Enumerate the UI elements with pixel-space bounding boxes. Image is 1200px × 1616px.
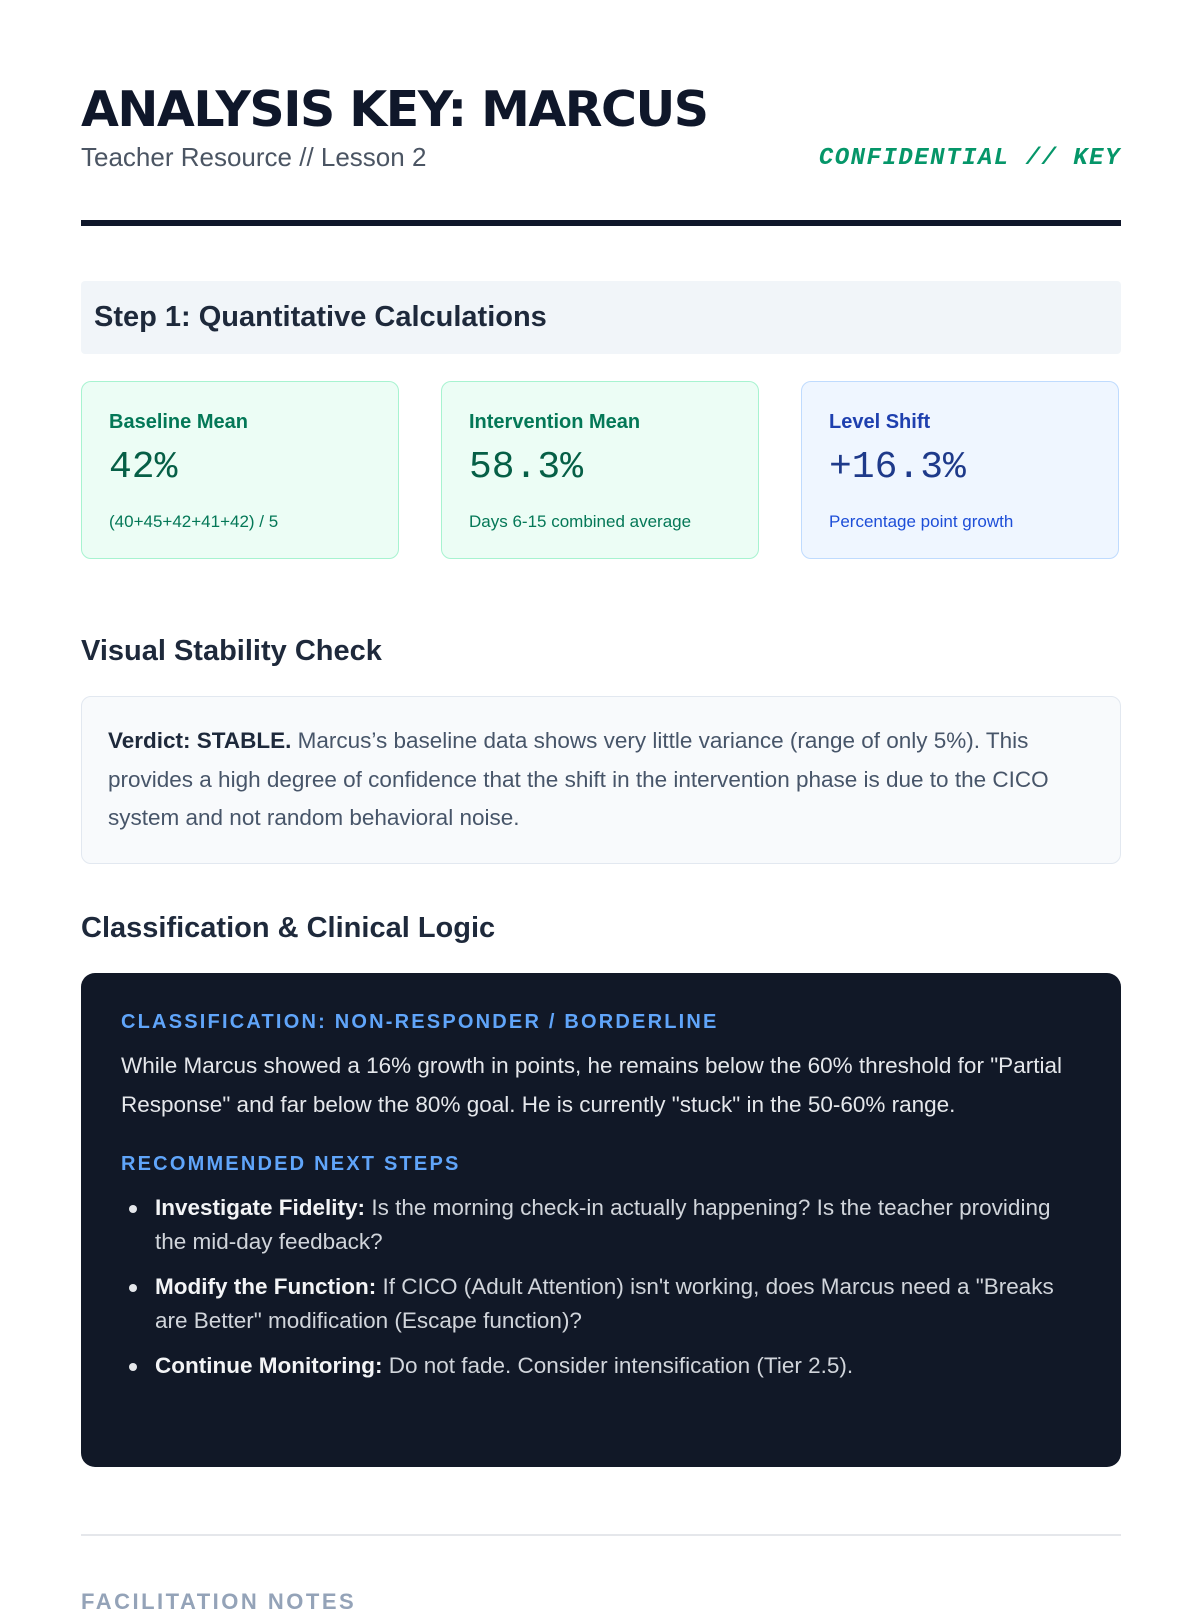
subtitle-row <box>81 140 1121 176</box>
card-value: 42% <box>109 446 178 489</box>
next-steps-list <box>121 1191 1081 1383</box>
card-label: Baseline Mean <box>109 411 248 433</box>
card-note: (40+45+42+41+42) / 5 <box>109 512 279 531</box>
next-steps-label: RECOMMENDED NEXT STEPS <box>121 1153 461 1175</box>
page-title: ANALYSIS KEY: MARCUS <box>81 81 708 138</box>
classification-label: CLASSIFICATION: NON-RESPONDER / BORDERLINE <box>121 1011 719 1033</box>
step-text: Is the morning check-in actually happening? Is the teacher providing the mid-day feedback? <box>155 1195 1051 1254</box>
verdict-text: Marcus’s baseline data shows very little variance (range of only 5%). This provides a high degree of confidence that the shift in the intervention phase is due to the CICO system and not random behavioral noise. <box>108 728 1049 830</box>
step-title: Investigate Fidelity: <box>155 1195 366 1220</box>
confidential-tag: CONFIDENTIAL // KEY <box>818 145 1121 172</box>
list-item <box>121 1270 1081 1337</box>
bullet-icon <box>129 1363 137 1371</box>
list-item <box>121 1349 1081 1383</box>
card-value: +16.3% <box>829 446 966 489</box>
step-title: Continue Monitoring: <box>155 1353 383 1378</box>
baseline-mean-card <box>81 381 399 559</box>
header <box>81 80 1121 176</box>
step-text: Do not fade. Consider intensification (Tier 2.5). <box>382 1353 854 1378</box>
classification-panel <box>81 973 1121 1467</box>
list-item <box>121 1191 1081 1258</box>
card-label: Intervention Mean <box>469 411 641 433</box>
page-subtitle: Teacher Resource // Lesson 2 <box>81 142 427 172</box>
verdict-box <box>81 696 1121 864</box>
card-value: 58.3% <box>469 446 584 489</box>
verdict-label: Verdict: STABLE. <box>108 728 292 753</box>
metric-cards <box>81 381 1121 561</box>
card-label: Level Shift <box>829 411 931 433</box>
stability-heading: Visual Stability Check <box>81 635 382 667</box>
card-note: Percentage point growth <box>829 512 1014 531</box>
bullet-icon <box>129 1284 137 1292</box>
step-text: If CICO (Adult Attention) isn't working, does Marcus need a "Breaks are Better" modification (Escape function)? <box>155 1274 1054 1333</box>
intervention-mean-card <box>441 381 759 559</box>
step1-heading: Step 1: Quantitative Calculations <box>94 301 547 333</box>
footer-divider <box>81 1534 1121 1536</box>
bullet-icon <box>129 1205 137 1213</box>
step1-header <box>81 281 1121 354</box>
classification-heading: Classification & Clinical Logic <box>81 912 496 944</box>
header-divider <box>81 220 1121 226</box>
card-note: Days 6-15 combined average <box>469 512 692 531</box>
facilitation-heading: FACILITATION NOTES <box>81 1589 357 1614</box>
classification-text: While Marcus showed a 16% growth in points, he remains below the 60% threshold for "Partial Response" and far below the 80% goal. He is currently "stuck" in the 50-60% range. <box>121 1053 1062 1117</box>
level-shift-card <box>801 381 1119 559</box>
step-title: Modify the Function: <box>155 1274 377 1299</box>
